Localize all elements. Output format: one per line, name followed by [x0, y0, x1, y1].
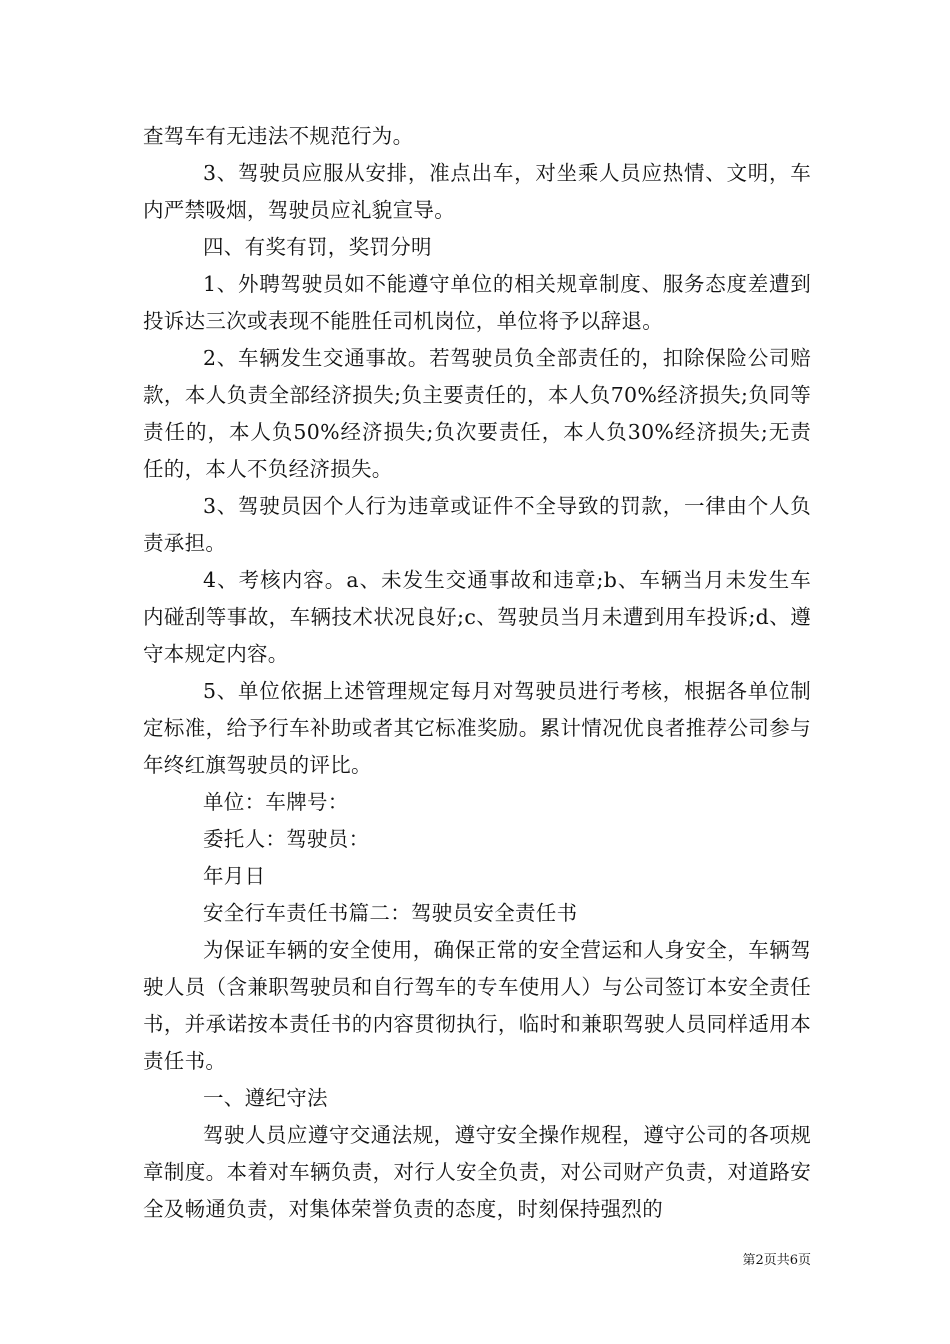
paragraph: 查驾车有无违法不规范行为。 [143, 124, 414, 148]
paragraph: 一、遵纪守法 [203, 1086, 328, 1110]
paragraph: 3、驾驶员因个人行为违章或证件不全导致的罚款，一律由个人负责承担。 [143, 494, 811, 555]
paragraph: 四、有奖有罚，奖罚分明 [203, 235, 432, 259]
paragraph: 为保证车辆的安全使用，确保正常的安全营运和人身安全，车辆驾驶人员（含兼职驾驶员和自行驾车的专车使用人）与公司签订本安全责任书，并承诺按本责任书的内容贯彻执行，临时和兼职驾驶人员同样适用本责任书。 [143, 938, 811, 1073]
paragraph: 委托人：驾驶员： [203, 827, 370, 851]
paragraph: 驾驶人员应遵守交通法规，遵守安全操作规程，遵守公司的各项规章制度。本着对车辆负责，对行人安全负责，对公司财产负责，对道路安全及畅通负责，对集体荣誉负责的态度，时刻保持强烈的 [143, 1123, 811, 1221]
paragraph: 5、单位依据上述管理规定每月对驾驶员进行考核，根据各单位制定标准，给予行车补助或者其它标准奖励。累计情况优良者推荐公司参与年终红旗驾驶员的评比。 [143, 679, 811, 777]
paragraph: 年月日 [203, 864, 266, 888]
paragraph: 单位：车牌号： [203, 790, 349, 814]
page-number: 第2页共6页 [742, 1253, 811, 1268]
paragraph: 安全行车责任书篇二：驾驶员安全责任书 [203, 901, 578, 925]
paragraph: 4、考核内容。a、未发生交通事故和违章;b、车辆当月未发生车内碰刮等事故，车辆技术状况良好;c、驾驶员当月未遭到用车投诉;d、遵守本规定内容。 [143, 568, 811, 666]
paragraph: 1、外聘驾驶员如不能遵守单位的相关规章制度、服务态度差遭到投诉达三次或表现不能胜任司机岗位，单位将予以辞退。 [143, 272, 811, 333]
paragraph: 3、驾驶员应服从安排，准点出车，对坐乘人员应热情、文明，车内严禁吸烟，驾驶员应礼貌宣导。 [143, 161, 811, 222]
document-body [143, 118, 811, 1228]
page-footer [0, 1249, 950, 1268]
paragraph: 2、车辆发生交通事故。若驾驶员负全部责任的，扣除保险公司赔款，本人负责全部经济损失;负主要责任的，本人负70%经济损失;负同等责任的，本人负50%经济损失;负次要责任，本人负30%经济损失;无责任的，本人不负经济损失。 [143, 346, 811, 481]
